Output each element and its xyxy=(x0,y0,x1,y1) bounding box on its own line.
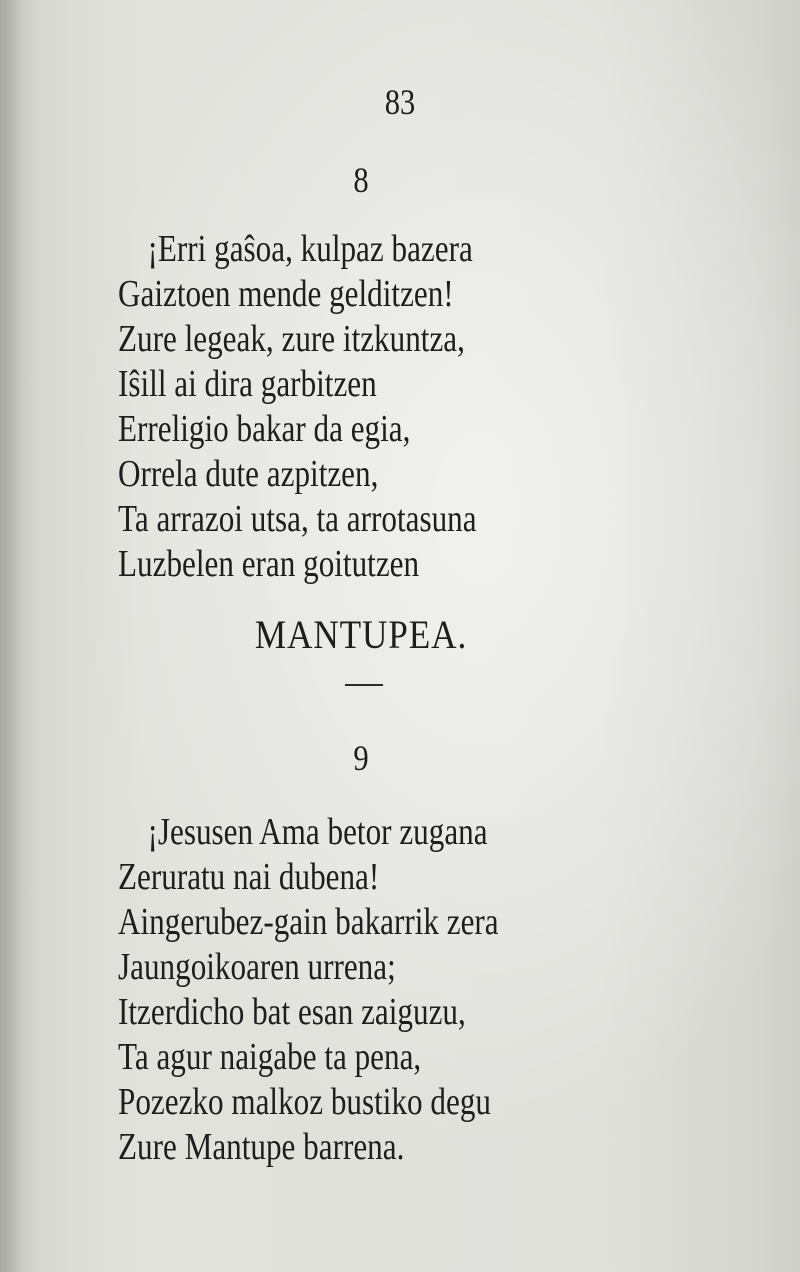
verse-line: Jaungoikoaren urrena; xyxy=(118,946,396,988)
verse-line: Erreligio bakar da egia, xyxy=(118,408,411,450)
section-title: MANTUPEA. xyxy=(254,612,468,657)
stanza-9-verse xyxy=(118,810,499,1170)
verse-line: Ta arrazoi utsa, ta arrotasuna xyxy=(118,498,477,540)
verse-line: Aingerubez-gain bakarrik zera xyxy=(118,901,499,943)
verse-line: Zeruratu nai dubena! xyxy=(118,856,380,898)
title-divider-rule xyxy=(345,684,383,686)
verse-line: Orrela dute azpitzen, xyxy=(118,453,379,495)
verse-line: ¡Jesusen Ama betor zugana xyxy=(147,811,488,853)
verse-line: ¡Erri gaŝoa, kulpaz bazera xyxy=(147,228,473,270)
page-edge-shadow xyxy=(0,0,22,1272)
verse-line: Gaiztoen mende gelditzen! xyxy=(118,273,454,315)
stanza-number-8: 8 xyxy=(353,160,369,200)
verse-line: Zure legeak, zure itzkuntza, xyxy=(118,318,465,360)
stanza-number-9: 9 xyxy=(353,738,369,778)
verse-line: Itzerdicho bat esan zaiguzu, xyxy=(118,991,466,1033)
verse-line: Zure Mantupe barrena. xyxy=(118,1126,405,1168)
verse-line: Luzbelen eran goitutzen xyxy=(118,543,420,585)
stanza-8-verse xyxy=(118,227,477,587)
page-number: 83 xyxy=(384,82,416,122)
verse-line: Iŝill ai dira garbitzen xyxy=(118,363,377,405)
verse-line: Pozezko malkoz bustiko degu xyxy=(118,1081,491,1123)
verse-line: Ta agur naigabe ta pena, xyxy=(118,1036,422,1078)
